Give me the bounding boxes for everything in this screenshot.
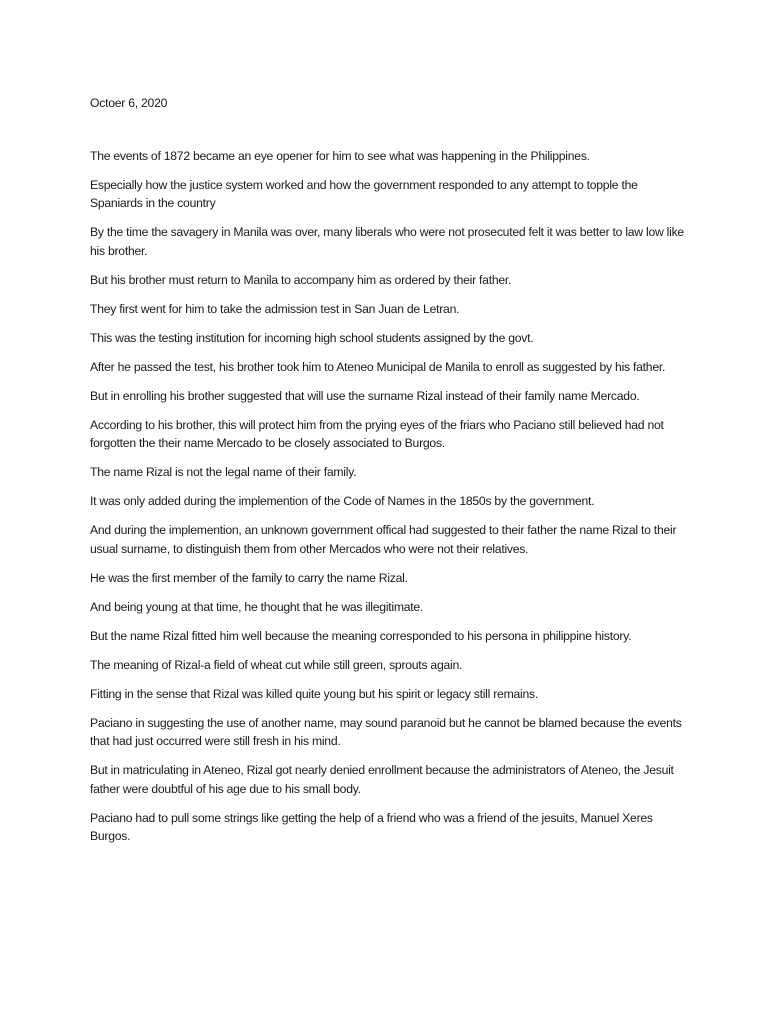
paragraph: But in enrolling his brother suggested that will use the surname Rizal instead of their family name Mercado. — [90, 388, 640, 403]
paragraph: But his brother must return to Manila to accompany him as ordered by their father. — [90, 272, 512, 287]
paragraph: But in matriculating in Ateneo, Rizal got nearly denied enrollment because the administrators of Ateneo, the Jesuit father were doubtful of his age due to his small body. — [90, 763, 674, 796]
paragraph: According to his brother, this will protect him from the prying eyes of the friars who Paciano still believed had not forgotten the their name Mercado to be closely associated to Burgos. — [90, 417, 664, 451]
paragraph: By the time the savagery in Manila was over, many liberals who were not prosecuted felt it was better to law low like his brother. — [90, 225, 684, 258]
paragraph: They first went for him to take the admission test in San Juan de Letran. — [90, 301, 460, 316]
paragraph: Paciano in suggesting the use of another name, may sound paranoid but he cannot be blamed because the events that had just occurred were still fresh in his mind. — [90, 715, 682, 749]
paragraph: Especially how the justice system worked and how the government responded to any attempt to topple the Spaniards in the country — [90, 177, 638, 211]
paragraph: But the name Rizal fitted him well because the meaning corresponded to his persona in philippine history. — [90, 628, 632, 643]
paragraph: Paciano had to pull some strings like getting the help of a friend who was a friend of the jesuits, Manuel Xeres Burgos. — [90, 810, 653, 844]
paragraph: This was the testing institution for incoming high school students assigned by the govt. — [90, 330, 534, 345]
paragraph: The meaning of Rizal-a field of wheat cut while still green, sprouts again. — [90, 657, 463, 672]
paragraph: The name Rizal is not the legal name of their family. — [90, 465, 357, 480]
paragraph: And being young at that time, he thought that he was illegitimate. — [90, 599, 424, 614]
paragraph: He was the first member of the family to carry the name Rizal. — [90, 570, 408, 585]
paragraph: After he passed the test, his brother took him to Ateneo Municipal de Manila to enroll as suggested by his father. — [90, 359, 666, 374]
paragraph: Fitting in the sense that Rizal was killed quite young but his spirit or legacy still remains. — [90, 686, 538, 701]
paragraph: The events of 1872 became an eye opener for him to see what was happening in the Philippines. — [90, 148, 590, 163]
paragraph: It was only added during the implemention of the Code of Names in the 1850s by the government. — [90, 494, 595, 509]
paragraph: And during the implemention, an unknown government offical had suggested to their father the name Rizal to their usual surname, to distinguish them from other Mercados who were not their relatives. — [90, 523, 677, 556]
document-body — [90, 94, 690, 856]
document-date: Octoer 6, 2020 — [90, 96, 168, 110]
